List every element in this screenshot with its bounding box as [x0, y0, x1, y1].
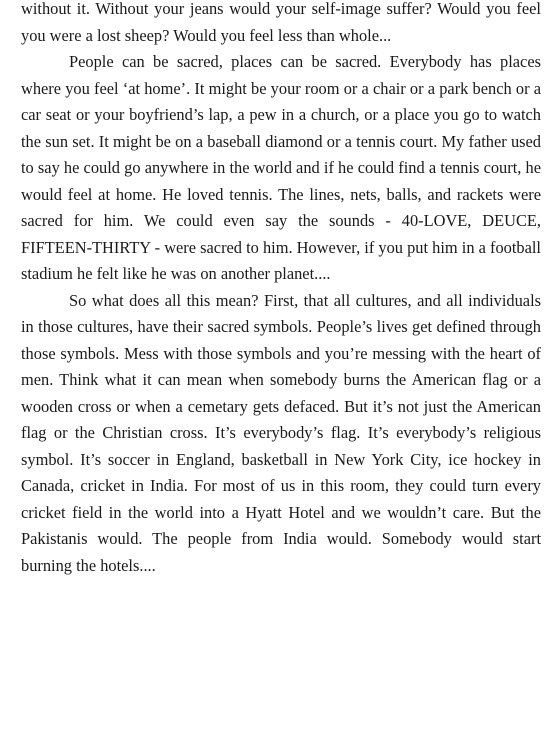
- paragraph-sacred-places: People can be sacred, places can be sacred. Everybody has places where you feel ‘at home’. It might be your room or a chair or a park bench or a car seat or your boyfriend’s lap, a pew in a church, or a place you go to watch the sun set. It might be on a baseball diamond or a tennis court. My father used to say he could go anywhere in the world and if he could find a tennis court, he would feel at home. He loved tennis. The lines, nets, balls, and rackets were sacred for him. We could even say the sounds - 40-LOVE, DEUCE, FIFTEEN-THIRTY - were sacred to him. However, if you put him in a football stadium he felt like he was on another planet....: [21, 52, 541, 283]
- paragraph-continuation: without it. Without your jeans would your self-image suffer? Would you feel you were a lost sheep? Would you feel less than whole...: [21, 0, 541, 45]
- paragraph-sacred-symbols: So what does all this mean? First, that all cultures, and all individuals in those cultures, have their sacred symbols. People’s lives get defined through those symbols. Mess with those symbols and you’re messing with the heart of men. Think what it can mean when somebody burns the American flag or a wooden cross or when a cemetary gets defaced. But it’s not just the American flag or the Christian cross. It’s everybody’s flag. It’s everybody’s religious symbol. It’s soccer in England, basketball in New York City, ice hockey in Canada, cricket in India. For most of us in this room, they could turn every cricket field in the world into a Hyatt Hotel and we wouldn’t care. But the Pakistanis would. The people from India would. Somebody would start burning the hotels....: [21, 290, 541, 575]
- document-page: [21, 0, 541, 579]
